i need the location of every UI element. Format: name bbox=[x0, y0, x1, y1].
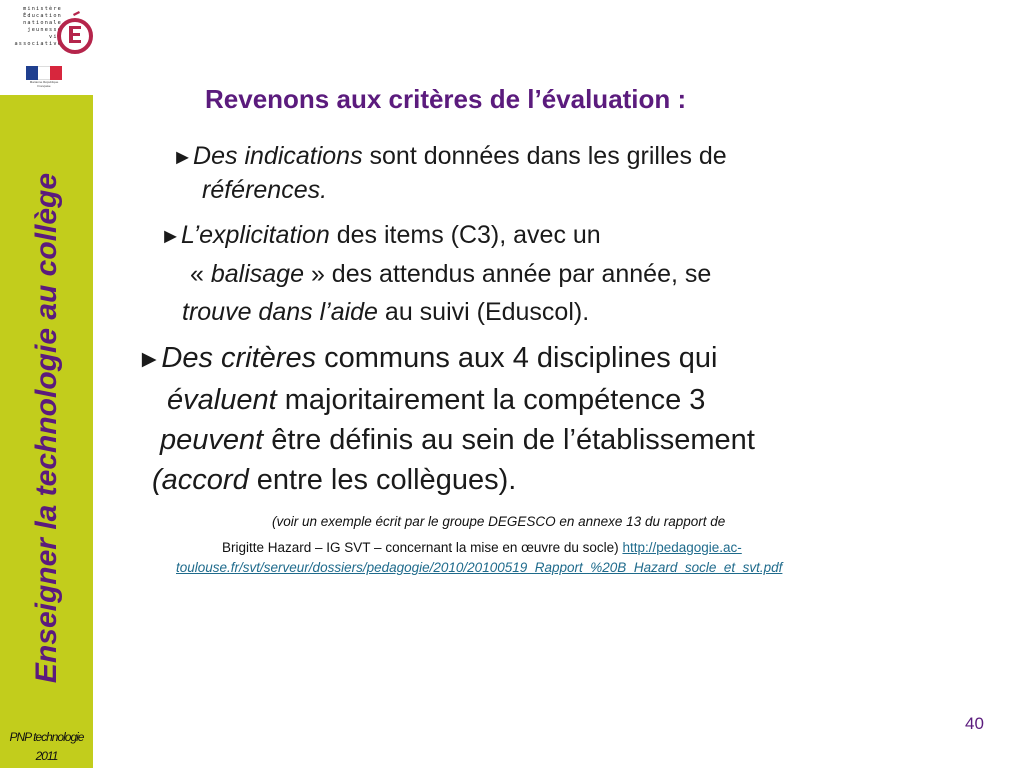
bullet-text: sont données dans les grilles de bbox=[362, 142, 727, 170]
marianne-caption: Marianne République Française bbox=[29, 80, 59, 88]
footer-line-2: 2011 bbox=[35, 749, 58, 763]
marianne-icon bbox=[26, 66, 62, 88]
ministry-logo bbox=[6, 6, 94, 92]
rapport-link-continued[interactable]: toulouse.fr/svt/serveur/dossiers/pedagogie/2010/20100519_Rapport_%20B_Hazard_socle_et_svt.pdf bbox=[176, 560, 783, 575]
bullet-text-italic: trouve dans l’aide bbox=[182, 298, 378, 326]
footer-line-1: PNP technologie bbox=[9, 730, 84, 744]
bullet-text: » des attendus année par année, se bbox=[304, 260, 712, 288]
bullet-text-italic: L’explicitation bbox=[181, 221, 330, 249]
arrow-icon: ► bbox=[172, 145, 194, 169]
bullet-2-line-3 bbox=[160, 293, 711, 331]
bullet-3-line-2 bbox=[137, 380, 755, 420]
bullet-2-line-2 bbox=[160, 255, 711, 293]
bullet-text: majoritairement la compétence 3 bbox=[276, 384, 706, 416]
bullet-3 bbox=[137, 338, 755, 500]
bullet-text-italic: évaluent bbox=[167, 384, 277, 416]
bullet-text-italic: Des indications bbox=[193, 142, 363, 170]
sidebar-footer bbox=[0, 728, 93, 766]
logo-line: nationale bbox=[23, 20, 62, 26]
sidebar-title: Enseigner la technologie au collège bbox=[30, 172, 63, 684]
bullet-text-italic: (accord bbox=[152, 464, 249, 496]
bullet-1-line-1 bbox=[172, 140, 727, 174]
bullet-2 bbox=[160, 216, 711, 331]
bullet-text: « bbox=[190, 260, 211, 288]
bullet-text-italic: balisage bbox=[210, 260, 304, 288]
bullet-text-italic: peuvent bbox=[160, 424, 264, 456]
arrow-icon: ► bbox=[137, 346, 162, 373]
bullet-2-line-1 bbox=[160, 216, 711, 255]
logo-line: vie associative bbox=[14, 34, 62, 47]
rapport-link[interactable]: http://pedagogie.ac- bbox=[622, 540, 742, 555]
page-number: 40 bbox=[965, 714, 984, 733]
logo-line: Éducation bbox=[23, 13, 62, 19]
bullet-3-line-4 bbox=[137, 460, 755, 500]
bullet-text: communs aux 4 disciplines qui bbox=[316, 342, 718, 374]
bullet-1 bbox=[172, 140, 727, 207]
bullet-text: être définis au sein de l’établissement bbox=[263, 424, 755, 456]
slide-title: Revenons aux critères de l’évaluation : bbox=[205, 84, 687, 114]
bullet-text: des items (C3), avec un bbox=[329, 221, 601, 249]
reference-note-line-3 bbox=[176, 560, 782, 575]
french-flag-icon bbox=[26, 66, 62, 80]
bullet-3-line-1 bbox=[137, 338, 755, 380]
logo-line: jeunesse bbox=[27, 27, 62, 33]
bullet-text-italic: Des critères bbox=[161, 342, 317, 374]
bullet-1-line-2 bbox=[172, 174, 727, 207]
bullet-text: au suivi (Eduscol). bbox=[377, 298, 590, 326]
logo-line: ministère bbox=[23, 6, 62, 12]
reference-note-text: Brigitte Hazard – IG SVT – concernant la mise en œuvre du socle) bbox=[222, 540, 623, 555]
arrow-icon: ► bbox=[160, 224, 182, 248]
bullet-text: entre les collègues). bbox=[248, 464, 517, 496]
reference-note-line-2 bbox=[222, 540, 742, 555]
e-emblem-icon bbox=[56, 10, 94, 56]
bullet-text-italic: références. bbox=[202, 176, 328, 204]
ministry-logo-text bbox=[6, 6, 62, 48]
reference-note-line-1: (voir un exemple écrit par le groupe DEGESCO en annexe 13 du rapport de bbox=[272, 514, 726, 529]
bullet-3-line-3 bbox=[137, 420, 755, 460]
